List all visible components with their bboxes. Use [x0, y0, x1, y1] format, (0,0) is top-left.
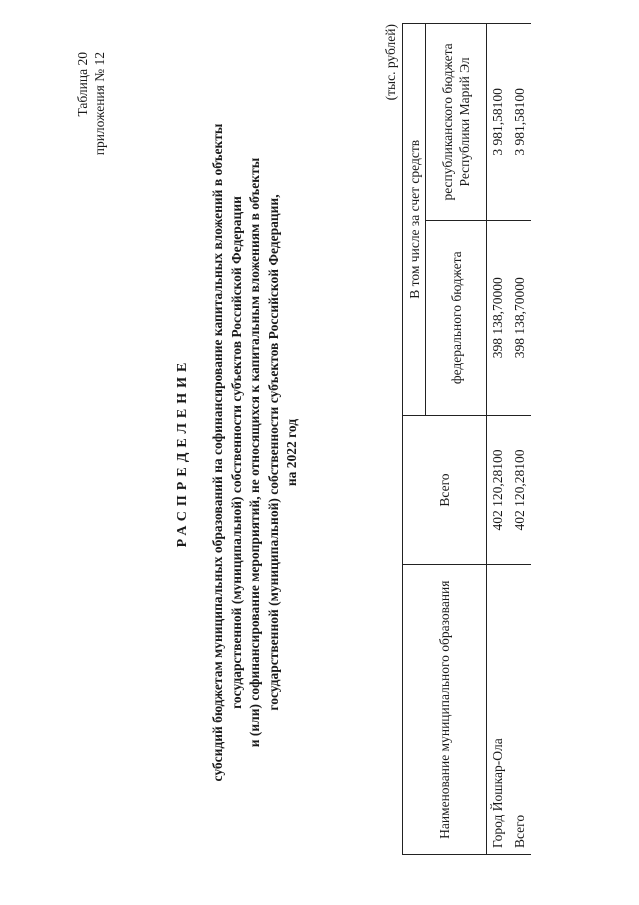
header-group: В том числе за счет средств [403, 24, 426, 416]
header-total: Всего [403, 415, 487, 565]
table-reference [74, 52, 108, 155]
table-number: Таблица 20 [75, 52, 90, 117]
table-row [509, 24, 531, 855]
row-republic: 3 981,58100 [509, 24, 531, 221]
subtitle-line: государственной (муниципальной) собственности субъектов Российской Федерации, [265, 194, 281, 711]
subtitle-line: государственной (муниципальной) собственности субъектов Российской Федерации [228, 196, 244, 709]
subtitle-line: субсидий бюджетам муниципальных образований на софинансирование капитальных вложений в объекты [210, 123, 225, 782]
row-federal: 398 138,70000 [487, 220, 510, 415]
document-heading [175, 40, 302, 865]
units-label: (тыс. рублей) [383, 24, 398, 101]
table-row [487, 24, 510, 855]
header-name: Наименование муниципального образования [403, 565, 487, 855]
row-total: 402 120,28100 [509, 415, 531, 565]
subtitle-line: на 2022 год [284, 418, 299, 487]
header-federal: федерального бюджета [426, 220, 487, 415]
row-federal: 398 138,70000 [509, 220, 531, 415]
row-republic: 3 981,58100 [487, 24, 510, 221]
row-name: Город Йошкар-Ола [487, 565, 510, 855]
subtitle-line: и (или) софинансирование мероприятий, не относящихся к капитальным вложениям в объекты [247, 157, 262, 748]
document-title: РАСПРЕДЕЛЕНИЕ [175, 357, 190, 548]
header-republic: республиканского бюджета Республики Марий Эл [426, 24, 487, 221]
document-subtitle [209, 40, 302, 865]
distribution-table [402, 23, 531, 855]
row-name: Всего [509, 565, 531, 855]
row-total: 402 120,28100 [487, 415, 510, 565]
appendix-number: приложения № 12 [92, 52, 107, 156]
